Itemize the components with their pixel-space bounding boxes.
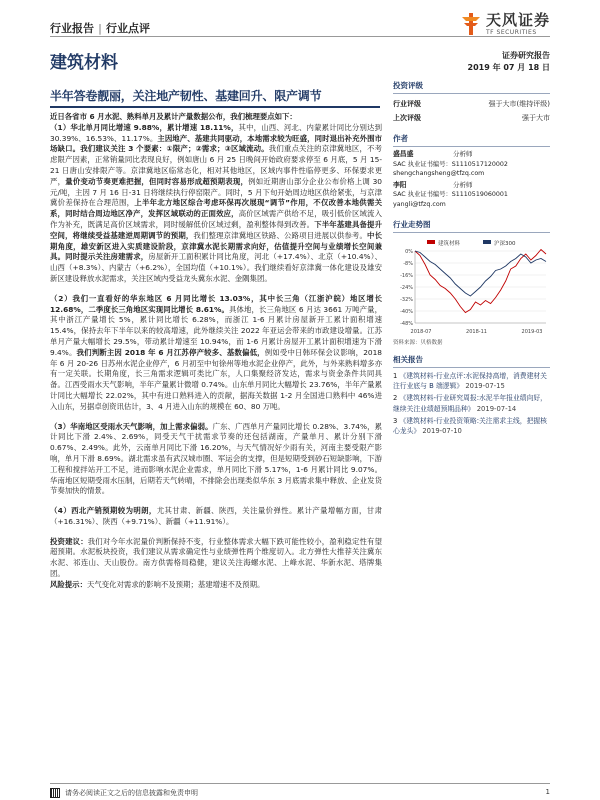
trend-title: 行业走势图: [393, 219, 550, 233]
paragraph-north-china: [50, 123, 382, 285]
industry-rating-value: 强于大市(维持评级): [488, 100, 550, 108]
main-body: [50, 112, 382, 591]
p1-bold5: 下半年基建具备提升空间，将继续受益基建逆周期调节的预期，: [50, 219, 382, 240]
related-title-text[interactable]: 《建筑材料-行业研究周报:水泥半年报业绩向好，继续关注业绩超预期品种》: [393, 394, 547, 413]
p1-rest5: 我们整理京津冀地区铁路、公路项目进展以供参考。: [193, 230, 368, 240]
logo-cn-text: 天风证券: [485, 10, 550, 29]
headline-bar: [50, 87, 380, 108]
p1-rest: 其中，山西、河北、内蒙累计同比分别达到 30.39%、16.53%、11.17%。: [50, 122, 382, 143]
analyst-email[interactable]: yangli@tfzq.com: [393, 200, 446, 208]
p2-rest: 具体地，长三角地区 6 月达 3661 万吨产量，其中浙江产量增长 5%，累计同比增长 6.28%，而浙江 1-6 月累计房屋新开工累计面积增速 15.4%，保持去年下半年以来的较高增速，此外继续关注 2022 年亚运会带来的市政建设增量。江苏单月产量大幅增长 29.5%，带动累计增速至 10.94%，而 1-6 月累计房屋开工累计面积增速为下滑 9.4%。: [50, 304, 382, 357]
report-headline: 半年答卷靓丽，关注地产韧性、基建回升、限产调节: [50, 89, 322, 103]
footer-disclaimer: 请务必阅读正文之后的信息披露和免责申明: [65, 789, 198, 797]
p5-rest: 我们对今年水泥量价判断保持不变，行业整体需求大幅下跌可能性较小，盈利稳定性有望超预期。水泥板块投资，我们建议从需求确定性与业绩弹性两个维度切入。北方弹性大推荐关注冀东水泥、祁连山、天山股份。南方供需格局稳健，建议关注海螺水泥、上峰水泥、华新水泥、塔牌集团。: [50, 536, 382, 579]
p3-rest: 广东、广西单月产量同比增长 0.28%、3.74%，累计同比下滑 2.4%、2.69%，同受天气干扰需求节奏的还包括湖南，产量单月、累计分别下滑 0.67%、2.49%。此外，云南单月同比下滑 16.20%，与天气情况好少雨有关，河南主要受限产影响，单月下滑 8.69%。湖北需求虽有武汉城市圈、军运会的支撑，但是短期受到砂石短缺影响，下游工程和搅拌站开工不足，进而影响水泥企业需求，单月同比下滑 5.17%，1-6 月累计同比 9.07%。华南地区短期受雨水压制，后期若天气转晴，不排除会出现类似华东 3 月底需求集中释放、企业发货节奏加快的情景。: [50, 421, 382, 496]
p1-rest2: 我们重点关注的京津冀地区，不考虑限产因素，正常销量同比表现良好，例如唐山 6 月 25 日晚间开始政府要求停至 6 月底，5 月 15-21 日唐山安排限产等。京津冀地区临常态化，相对其他地区，区域内事件性临停更多、环保要求更严，: [50, 144, 382, 186]
related-title-text[interactable]: 《建筑材料-行业点评:水泥保持高增，消费建材关注行业底与 B 端逻辑》: [393, 372, 547, 391]
analyst-name: 李阳: [393, 180, 407, 189]
report-label: 证券研究报告: [502, 51, 550, 60]
related-date: 2019-07-10: [422, 427, 462, 436]
report-date: 2019 年 07 月 18 日: [467, 63, 550, 72]
trend-chart: [393, 237, 550, 337]
related-num: 3: [393, 416, 398, 425]
paragraph-risk: [50, 580, 382, 591]
series-line-沪深300: [415, 251, 546, 296]
x-tick-label: 2019-03: [521, 329, 543, 335]
doc-subtype-label: 行业点评: [106, 22, 151, 35]
paragraph-south-china: [50, 422, 382, 498]
related-num: 2: [393, 394, 398, 403]
y-tick-label: 0%: [405, 249, 413, 255]
page-footer: [50, 783, 550, 798]
analyst-email[interactable]: shengchangsheng@tfzq.com: [393, 170, 485, 177]
prev-rating-label: 上次评级: [393, 114, 421, 122]
logo-en-text: TF SECURITIES: [485, 28, 537, 36]
chart-source: 资料来源：贝格数据: [393, 340, 443, 346]
related-report-2[interactable]: [393, 393, 550, 413]
p1-rest6: 房屋新开工面积累计同比角度，河北（+17.4%）、北京（+10.4%）、山西（+8.3%）、内蒙古（+6.2%），全国均值（+10.1%）。我们继续看好京津冀一体化建设及雄安新区建设释放水泥需求，关注区域内受益龙头冀东水泥、金隅集团。: [50, 252, 382, 283]
industry-rating-label: 行业评级: [393, 100, 421, 108]
page-number: 1: [545, 788, 550, 796]
doc-type-label: 行业报告: [50, 22, 94, 35]
related-title: 相关报告: [393, 354, 550, 368]
intro-text: 近日各省市 6 月水泥、熟料单月及累计产量数据公布，我们梳理要点如下：: [50, 112, 297, 121]
author-title: 作者: [393, 133, 550, 147]
paragraph-east-china: [50, 294, 382, 413]
legend-swatch: [483, 240, 491, 244]
qr-code-icon: [50, 788, 60, 798]
p1-rest3: 例如近期唐山部分企业公布价格上调 30 元/吨，主因 7 月 16 日-31 日将继续执行停窑限产。同时，5 月下旬开始周边地区供给紧张，与京津冀价差保持在合理范围，: [50, 176, 382, 208]
p1-lead: （1）华北单月同比增速 9.88%，累计增速 18.11%，: [50, 122, 239, 132]
y-tick-label: -16%: [400, 273, 413, 279]
legend-label: 建筑材料: [438, 241, 461, 247]
x-tick-label: 2018-07: [410, 329, 432, 335]
p2-rest2: 例如受中日韩环保会议影响，2018 年 6 月 20-26 日苏州水泥企业停产，6 月初至中旬徐州等地水泥企业停产，此外，与外来熟料增多亦有一定关联。长期角度，长三角需求逻辑可类比广东，人口集聚经济发达，需求与资金条件共同具备。江西受雨水天气影响，半年产量累计微增 0.74%。山东单月同比大幅增长 23.76%，半年产量累计同比大幅增长 22.02%，其中有进口熟料进入的贡献，据海关数据 1-2 月全国进口熟料中 46%进入山东，另据卓创资讯估计，3、4 月进入山东的规模在 60、80 万吨。: [50, 347, 383, 411]
y-tick-label: -48%: [400, 321, 413, 327]
industry-rating-row: [393, 97, 550, 111]
analyst-name: 盛昌盛: [393, 150, 414, 158]
y-tick-label: -32%: [400, 297, 413, 303]
p2-lead: （2）我们一直看好的华东地区 6 月同比增长 13.03%，其中长三角（江浙沪皖）地区增长 12.68%，二季度长三角地区实现同比增长 8.61%。: [50, 293, 382, 314]
legend-label: 沪深300: [494, 241, 516, 247]
report-meta: [468, 50, 550, 74]
prev-rating-row: [393, 111, 550, 125]
p5-lead: 投资建议：: [50, 536, 88, 546]
header-divider: [50, 36, 550, 37]
analyst-sac: SAC 执业证书编号：S1110519060001: [393, 191, 508, 198]
doc-type: [50, 20, 150, 36]
p1-bold4: 上半年北方地区综合考虑环保再次展现“调节”作用，不仅改善本地供需关系，同时结合周边地区净产，发挥区域联动的正面效应，: [50, 198, 382, 219]
paragraph-northwest: [50, 506, 382, 528]
doc-type-separator: |: [98, 22, 103, 35]
industry-title: 建筑材料: [50, 53, 118, 73]
p1-bold3: 量价变动节奏更难把握，但同时容易形成超预期表现，: [65, 176, 249, 186]
related-date: 2019-07-15: [465, 382, 505, 391]
rating-title: 投资评级: [393, 80, 550, 94]
y-tick-label: -40%: [400, 309, 413, 315]
analyst-1: [393, 150, 550, 179]
related-report-1[interactable]: [393, 371, 550, 391]
series-line-建筑材料: [415, 250, 546, 313]
p6-lead: 风险提示：: [50, 579, 87, 589]
related-num: 1: [393, 372, 398, 380]
p6-rest: 天气变化对需求的影响不及预期；基建增速不及预期。: [86, 579, 265, 589]
y-tick-label: -24%: [400, 285, 413, 291]
analyst-sac: SAC 执业证书编号：S1110517120002: [393, 160, 508, 168]
sidebar: [393, 80, 550, 436]
analyst-2: [393, 181, 550, 210]
p1-bold6: 中长期角度，雄安新区进入实质建设阶段，京津冀水泥长期需求向好，估值提升空间与业绩增长空间兼具。同时提示关注房建需求，: [50, 230, 382, 262]
tf-logo-icon: [460, 11, 482, 37]
p2-bold2: 我们判断主因 2018 年 6 月江苏停产较多、基数偏低，: [76, 347, 265, 357]
p4-rest: 尤其甘肃、新疆、陕西，关注量价弹性。累计产量增幅方面，甘肃（+16.31%）、陕西（+9.71%）、新疆（+11.91%）。: [50, 506, 382, 526]
related-report-3[interactable]: [393, 416, 550, 436]
legend-swatch: [427, 240, 435, 244]
x-tick-label: 2018-11: [466, 329, 487, 335]
y-tick-label: -8%: [403, 261, 413, 267]
trend-chart-svg: [393, 237, 550, 337]
related-date: 2019-07-14: [476, 404, 517, 413]
p1-bold2: 主因地产、基建共同驱动，本地需求较为旺盛，同时退出补充外围市场缺口。我们建议关注 3 个要素：①限产；②需求；③区域流动。: [50, 133, 382, 154]
p3-lead: （3）华南地区受雨水天气影响，加上需求偏弱。: [50, 421, 213, 431]
p1-rest4: 高价区域需产供给不足，吸引低价区域流入作为补充，既满足高价区域需求，同时缓解低价区域过剩，盈利整体得到改善。: [50, 209, 382, 229]
prev-rating-value: 强于大市: [522, 114, 550, 122]
related-title-text[interactable]: 《建筑材料-行业投资策略:关注需求主线，把握核心龙头》: [393, 416, 547, 436]
analyst-role: 分析师: [453, 150, 473, 158]
p4-lead: （4）西北产销预期较为明朗，: [50, 506, 157, 516]
analyst-role: 分析师: [453, 180, 473, 189]
paragraph-investment: [50, 537, 382, 580]
paragraph-intro: [50, 112, 382, 123]
